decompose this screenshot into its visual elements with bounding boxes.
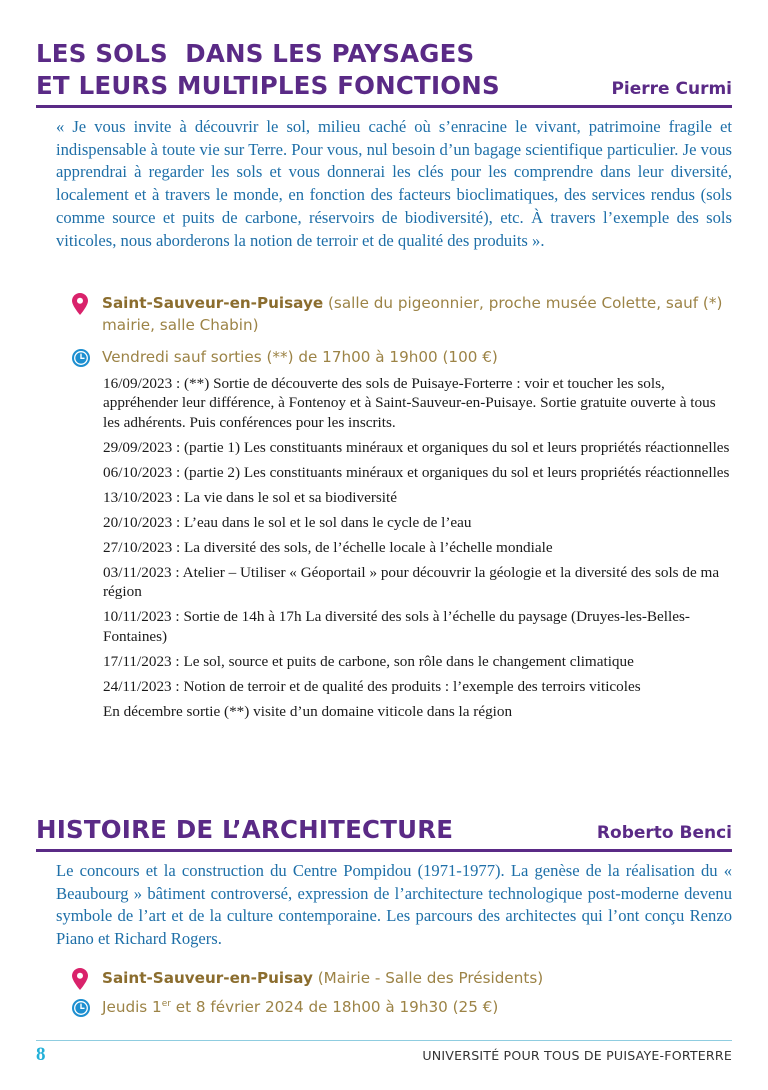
location-detail-architecture: (Mairie - Salle des Présidents) bbox=[312, 969, 544, 987]
session-item: 17/11/2023 : Le sol, source et puits de carbone, son rôle dans le changement climatique bbox=[103, 652, 634, 670]
session-item: 03/11/2023 : Atelier – Utiliser « Géoportail » pour découvrir la géologie et la diversité des sols de ma région bbox=[103, 563, 720, 601]
session-list-soils bbox=[103, 374, 733, 727]
course-header-architecture bbox=[36, 814, 732, 852]
schedule-rest: et 8 février 2024 de 18h00 à 19h30 (25 €) bbox=[170, 998, 499, 1016]
session-item: 16/09/2023 : (**) Sortie de découverte des sols de Puisaye-Forterre : voir et toucher les sols, appréhender leur différence, à Fontenoy et à Saint-Sauveur-en-Puisaye. Sortie gratuite ouverte à tous les adhérents. Puis conférences pour les inscrits. bbox=[103, 375, 716, 431]
course-header-soils bbox=[36, 38, 732, 108]
session-item: 10/11/2023 : Sortie de 14h à 17h La diversité des sols à l’échelle du paysage (Druyes-les-Belles-Fontaines) bbox=[103, 608, 690, 645]
location-name-architecture: Saint-Sauveur-en-Puisay bbox=[102, 969, 313, 987]
clock-icon bbox=[72, 349, 90, 367]
location-name-soils: Saint-Sauveur-en-Puisaye bbox=[102, 294, 324, 312]
map-pin-icon bbox=[72, 293, 88, 315]
schedule-text-architecture bbox=[102, 996, 732, 1018]
schedule-ordinal: er bbox=[161, 998, 171, 1009]
session-item: 06/10/2023 : (partie 2) Les constituants minéraux et organiques du sol et leurs propriétés réactionnelles bbox=[103, 463, 730, 481]
course-author-architecture: Roberto Benci bbox=[596, 823, 732, 843]
course-title-line: HISTOIRE DE L’ARCHITECTURE bbox=[36, 815, 454, 844]
session-item: 24/11/2023 : Notion de terroir et de qualité des produits : l’exemple des terroirs viticoles bbox=[103, 677, 641, 695]
session-item: 20/10/2023 : L’eau dans le sol et le sol dans le cycle de l’eau bbox=[103, 513, 472, 531]
session-item: 13/10/2023 : La vie dans le sol et sa biodiversité bbox=[103, 488, 397, 506]
schedule-day: Jeudis 1 bbox=[102, 998, 162, 1016]
session-item: 27/10/2023 : La diversité des sols, de l’échelle locale à l’échelle mondiale bbox=[103, 538, 553, 556]
course-description-soils: « Je vous invite à découvrir le sol, milieu caché où s’enracine le vivant, patrimoine fragile et indispensable à toute vie sur Terre. Pour vous, nul besoin d’un bagage scientifique particulier. Je vous apprendrai à regarder les sols et vous donnerai les clés pour les comprendre dans leur diversité, localement et à travers le monde, en fonction des facteurs bioclimatiques, des services rendus (sols comme source et puits de carbone, réservoirs de biodiversité), etc. À travers l’exemple des sols viticoles, nous aborderons la notion de terroir et de qualité des produits ». bbox=[56, 117, 732, 250]
schedule-text-soils: Vendredi sauf sorties (**) de 17h00 à 19h00 (100 €) bbox=[102, 348, 498, 366]
course-author-soils: Pierre Curmi bbox=[611, 79, 732, 99]
course-description-architecture: Le concours et la construction du Centre Pompidou (1971-1977). La genèse de la réalisation du « Beaubourg » bâtiment controversé, expression de l’architecture technologique post-moderne devenu symbole de l’art et de la culture contemporaine. Les parcours des architectes qui l’ont conçu Renzo Piano et Richard Rogers. bbox=[56, 861, 732, 949]
location-text-soils bbox=[102, 292, 732, 336]
page-number: 8 bbox=[36, 1044, 46, 1065]
clock-icon bbox=[72, 999, 90, 1017]
location-detail-soils: (salle du pigeonnier, proche musée Colette, sauf (*) mairie, salle Chabin) bbox=[102, 294, 723, 334]
footer-organization: UNIVERSITÉ POUR TOUS DE PUISAYE-FORTERRE bbox=[422, 1048, 732, 1063]
course-title-line-2: ET LEURS MULTIPLES FONCTIONS bbox=[36, 71, 500, 100]
session-item: 29/09/2023 : (partie 1) Les constituants minéraux et organiques du sol et leurs propriétés réactionnelles bbox=[103, 438, 730, 456]
footer-divider bbox=[36, 1040, 732, 1041]
course-title-line-1: LES SOLS DANS LES PAYSAGES bbox=[36, 39, 475, 68]
location-text-architecture bbox=[102, 967, 732, 989]
map-pin-icon bbox=[72, 968, 88, 990]
session-item: En décembre sortie (**) visite d’un domaine viticole dans la région bbox=[103, 702, 513, 720]
